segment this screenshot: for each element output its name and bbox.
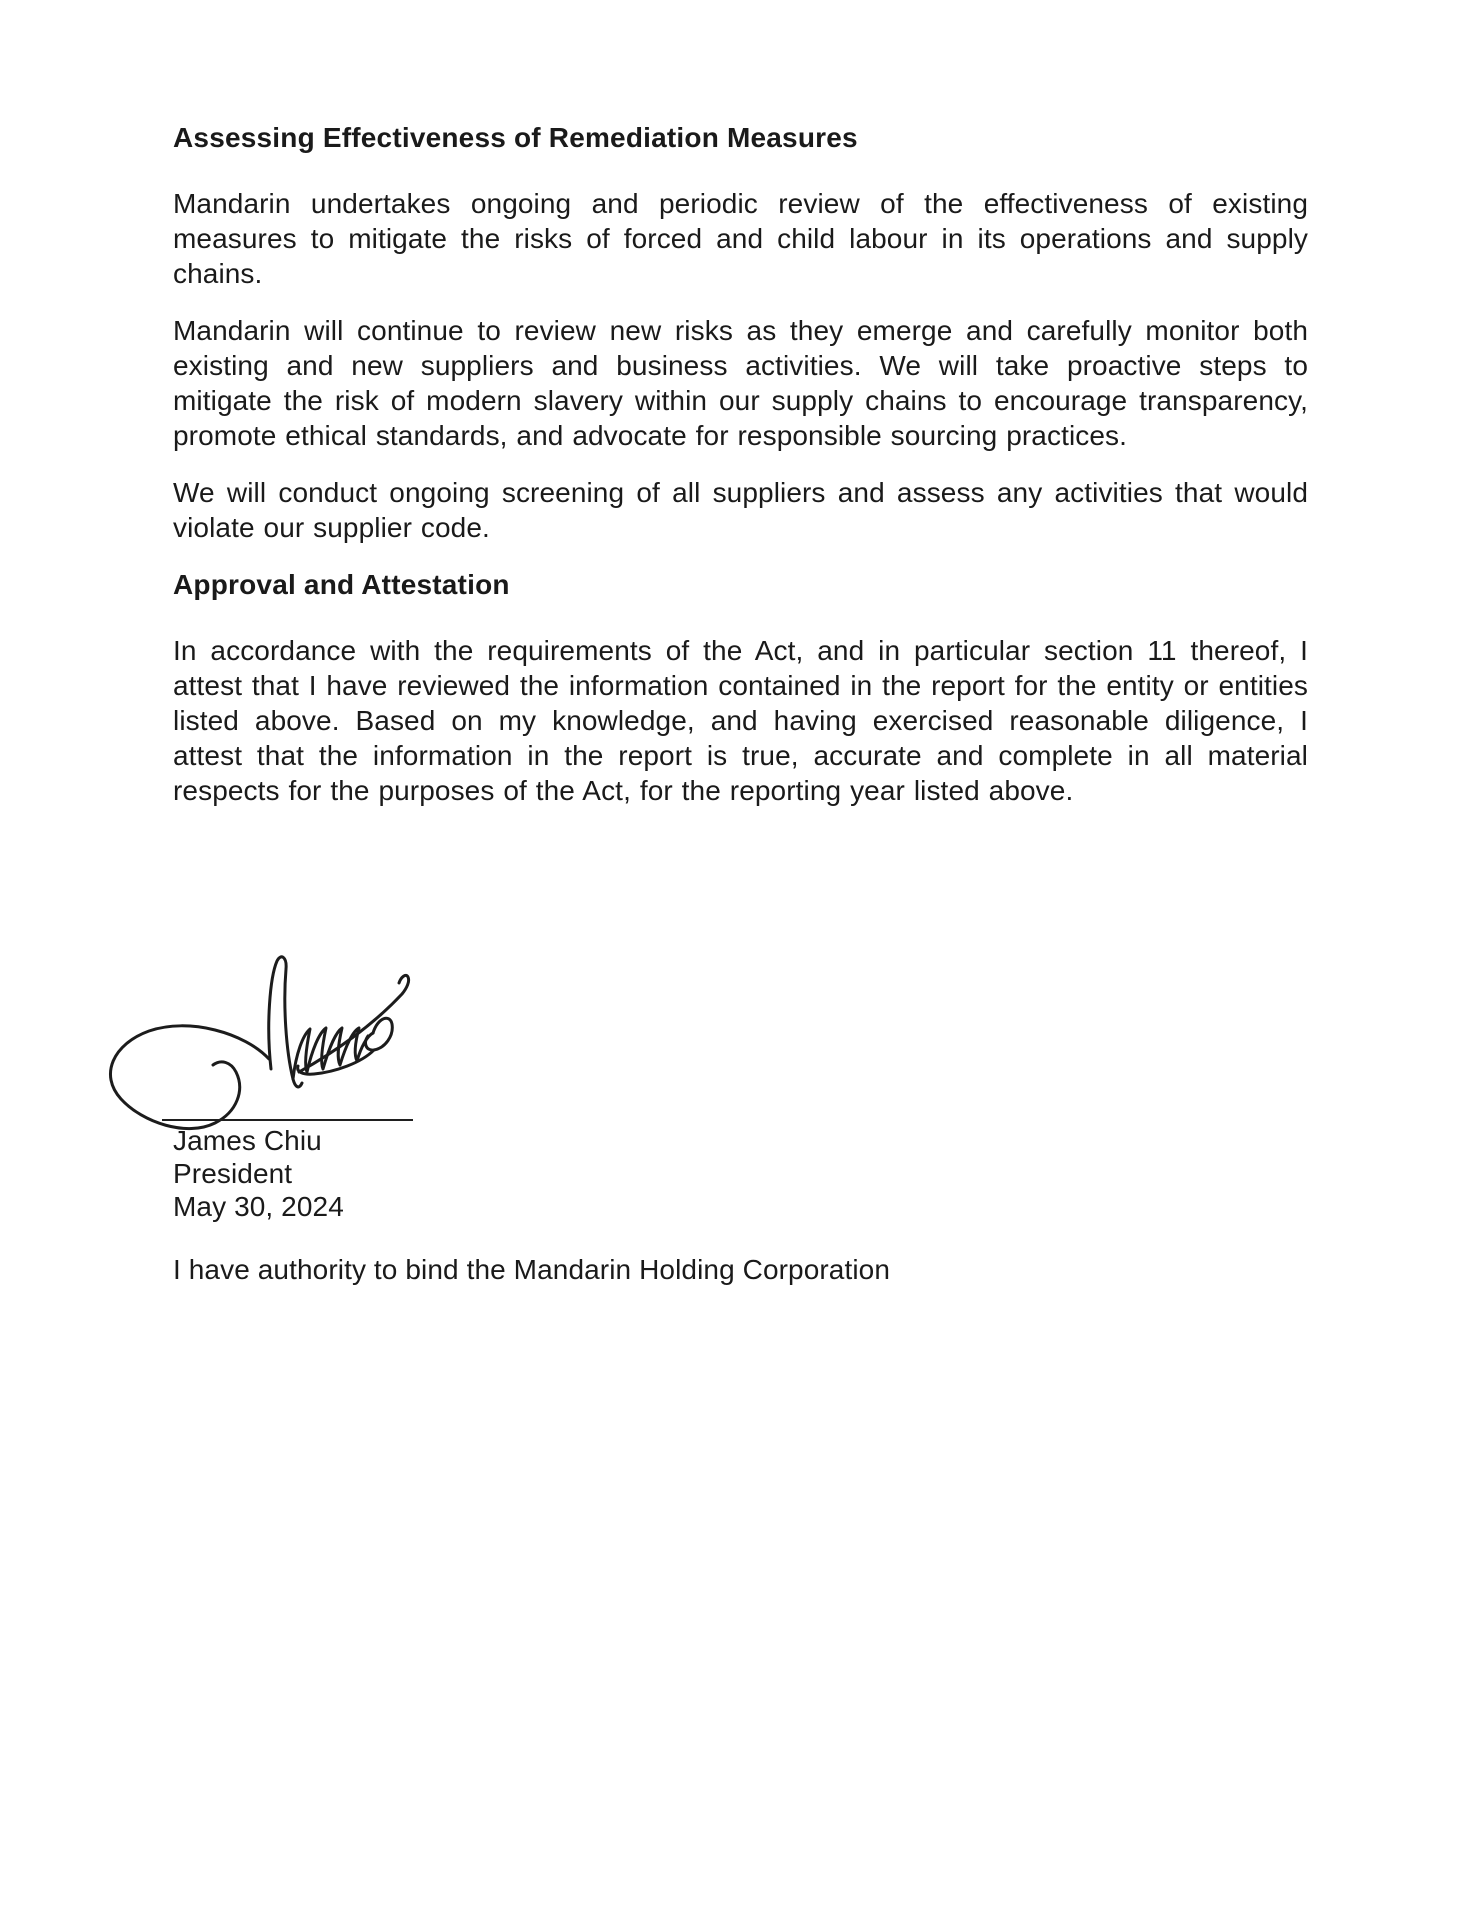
signature-scrawl-image — [103, 953, 425, 1141]
paragraph-attestation: In accordance with the requirements of the Act, and in particular section 11 thereof, I attest that I have reviewed the information contained in the report for the entity or entities listed above. Based on my knowledge, and having exercised reasonable diligence, I attest that the information in the report is true, accurate and complete in all material respects for the purposes of the Act, for the reporting year listed above. — [173, 635, 1308, 806]
signatory-name: James Chiu — [173, 1125, 322, 1156]
paragraph-remediation-monitoring: Mandarin will continue to review new risks as they emerge and carefully monitor both existing and new suppliers and business activities. We will take proactive steps to mitigate the risk of modern slavery within our supply chains to encourage transparency, promote ethical standards, and advocate for responsible sourcing practices. — [173, 315, 1308, 451]
signature-line — [162, 1119, 413, 1121]
signatory-title: President — [173, 1158, 293, 1189]
signature-loop-stroke — [110, 1026, 269, 1129]
heading-approval-attestation: Approval and Attestation — [173, 569, 510, 600]
paragraph-remediation-review: Mandarin undertakes ongoing and periodic review of the effectiveness of existing measures to mitigate the risks of forced and child labour in its operations and supply chains. — [173, 188, 1308, 289]
document-body — [0, 0, 1484, 808]
signatory-block — [173, 1124, 344, 1223]
paragraph-supplier-screening: We will conduct ongoing screening of all suppliers and assess any activities that would violate our supplier code. — [173, 477, 1308, 543]
signature-date: May 30, 2024 — [173, 1191, 344, 1222]
authority-statement: I have authority to bind the Mandarin Holding Corporation — [173, 1254, 891, 1285]
heading-assessing-effectiveness: Assessing Effectiveness of Remediation Measures — [173, 122, 858, 153]
